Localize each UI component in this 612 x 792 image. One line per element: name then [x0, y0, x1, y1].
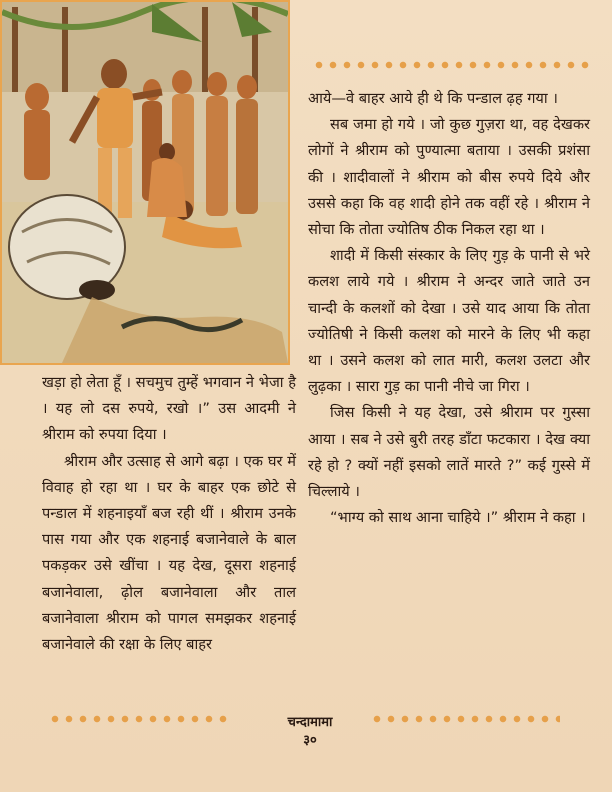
story-illustration: [0, 0, 290, 365]
right-text-column: [308, 86, 590, 531]
page-number: ३०: [303, 733, 317, 748]
paragraph: सब जमा हो गये । जो कुछ गुज़रा था, वह देखकर लोगों ने श्रीराम को पुण्यात्मा बताया । उसकी प्रशंसा की । शादीवालों ने श्रीराम को बीस रुपये दिये और उससे कहा कि वह शादी होने तक वहीं रहे । श्रीराम ने सोचा कि तोता ज्योतिष ठीक निकल रहा था ।: [308, 116, 590, 239]
paragraph: श्रीराम और उत्साह से आगे बढ़ा । एक घर में विवाह हो रहा था । घर के बाहर एक छोटे से पन्डाल में शहनाइयाँ बज रही थीं । श्रीराम उनके पास गया और एक शहनाई बजानेवाले के बाल पकड़कर उसे खींचा । यह देख, दूसरा शहनाई बजानेवाला, ढ़ोल बजानेवाला और ताल बजानेवाला श्रीराम को पागल समझकर शहनाई बजानेवाले की रक्षा के लिए बाहर: [42, 452, 296, 654]
paragraph: खड़ा हो लेता हूँ । सचमुच तुम्हें भगवान ने भेजा है । यह लो दस रुपये, रखो ।” उस आदमी ने श्रीराम को रुपया दिया ।: [42, 374, 296, 444]
journal-name: चन्दामामा: [287, 715, 333, 730]
paragraph: जिस किसी ने यह देखा, उसे श्रीराम पर गुस्सा आया । सब ने उसे बुरी तरह डाँटा फटकारा । देख क्या रहे हो ? क्यों नहीं इसको लातें मारते ?” कई गुस्से में चिल्लाये ।: [308, 404, 590, 501]
left-text-column: [42, 370, 296, 658]
paragraph: शादी में किसी संस्कार के लिए गुड़ के पानी से भरे कलश लाये गये । श्रीराम ने अन्दर जाते जाते उन चान्दी के कलशों को देखा । उसे याद आया कि तोता ज्योतिषी ने किसी कलश को मारने के लिए भी कहा था । उसने कलश को लात मारी, कलश उलटा और लुढ़का । सारा गुड़ का पानी नीचे जा गिरा ।: [308, 247, 590, 396]
decorative-border-bottom-right: [370, 712, 560, 726]
broken-pot-scene-icon: [2, 2, 288, 363]
decorative-border-bottom-left: [48, 712, 233, 726]
decorative-border-top: [312, 58, 594, 72]
paragraph: “भाग्य को साथ आना चाहिये ।” श्रीराम ने कहा ।: [330, 509, 586, 527]
paragraph: आये—वे बाहर आये ही थे कि पन्डाल ढ़ह गया ।: [308, 90, 558, 107]
